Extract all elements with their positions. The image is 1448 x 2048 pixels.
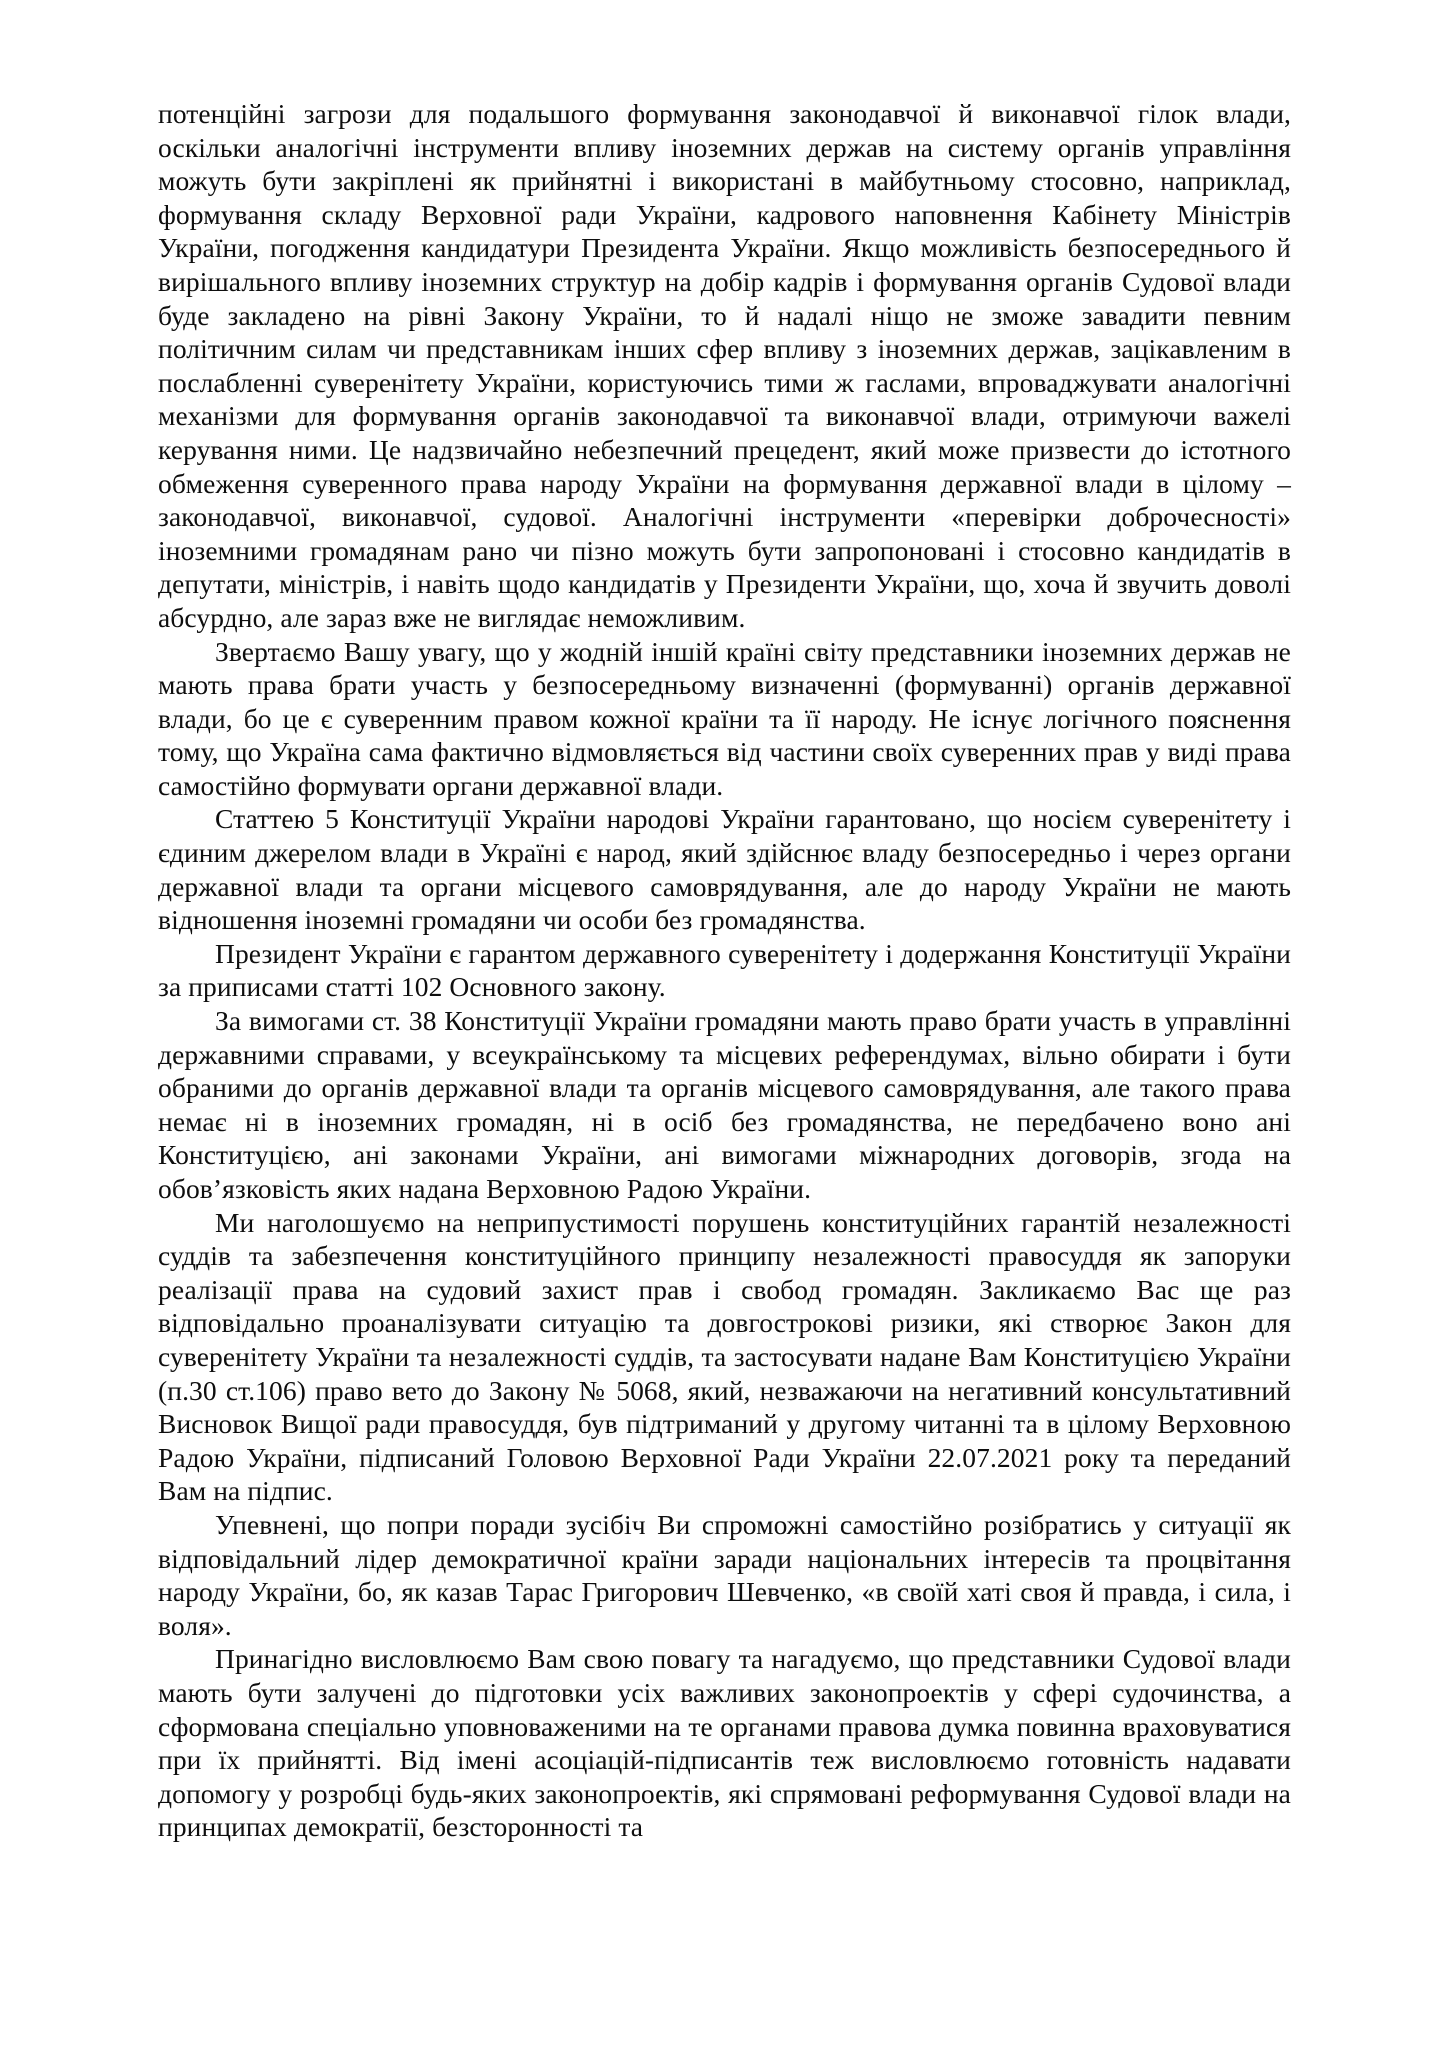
paragraph-6: Ми наголошуємо на неприпустимості порушень конституційних гарантій незалежності суддів та забезпечення конституційного принципу незалежності правосуддя як запоруки реалізації права на судовий захист прав і свобод громадян. Закликаємо Вас ще раз відповідально проаналізувати ситуацію та довгострокові ризики, які створює Закон для суверенітету України та незалежності суддів, та застосувати надане Вам Конституцією України (п.30 ст.106) право вето до Закону № 5068, який, незважаючи на негативний консультативний Висновок Вищої ради правосуддя, був підтриманий у другому читанні та в цілому Верховною Радою України, підписаний Головою Верховної Ради України 22.07.2021 року та переданий Вам на підпис. xyxy=(158,1206,1291,1507)
paragraph-5: За вимогами ст. 38 Конституції України громадяни мають право брати участь в управлінні державними справами, у всеукраїнському та місцевих референдумах, вільно обирати і бути обраними до органів державної влади та органів місцевого самоврядування, але такого права немає ні в іноземних громадян, ні в осіб без громадянства, не передбачено воно ані Конституцією, ані законами України, ані вимогами міжнародних договорів, згода на обов’язковість яких надана Верховною Радою України. xyxy=(158,1005,1291,1204)
paragraph-3: Статтею 5 Конституції України народові України гарантовано, що носієм суверенітету і єдиним джерелом влади в Україні є народ, який здійснює владу безпосередньо і через органи державної влади та органи місцевого самоврядування, але до народу України не мають відношення іноземні громадяни чи особи без громадянства. xyxy=(158,803,1291,936)
document-body xyxy=(158,97,1291,1844)
paragraph-8: Принагідно висловлюємо Вам свою повагу та нагадуємо, що представники Судової влади мають бути залучені до підготовки усіх важливих законопроектів у сфері судочинства, а сформована спеціально уповноваженими на те органами правова думка повинна враховуватися при їх прийнятті. Від імені асоціацій-підписантів теж висловлюємо готовність надавати допомогу у розробці будь-яких законопроектів, які спрямовані реформування Судової влади на принципах демократії, безсторонності та xyxy=(158,1643,1291,1843)
paragraph-7: Упевнені, що попри поради зусібіч Ви спроможні самостійно розібратись у ситуації як відповідальний лідер демократичної країни заради національних інтересів та процвітання народу України, бо, як казав Тарас Григорович Шевченко, «в своїй хаті своя й правда, і сила, і воля». xyxy=(158,1508,1291,1641)
paragraph-1: потенційні загрози для подальшого формування законодавчої й виконавчої гілок влади, оскільки аналогічні інструменти впливу іноземних держав на систему органів управління можуть бути закріплені як прийнятні і використані в майбутньому стосовно, наприклад, формування складу Верховної ради України, кадрового наповнення Кабінету Міністрів України, погодження кандидатури Президента України. Якщо можливість безпосереднього й вирішального впливу іноземних структур на добір кадрів і формування органів Судової влади буде закладено на рівні Закону України, то й надалі ніщо не зможе завадити певним політичним силам чи представникам інших сфер впливу з іноземних держав, зацікавленим в послабленні суверенітету України, користуючись тими ж гаслами, впроваджувати аналогічні механізми для формування органів законодавчої та виконавчої влади, отримуючи важелі керування ними. Це надзвичайно небезпечний прецедент, який може призвести до істотного обмеження суверенного права народу України на формування державної влади в цілому – законодавчої, виконавчої, судової. Аналогічні інструменти «перевірки доброчесності» іноземними громадянам рано чи пізно можуть бути запропоновані і стосовно кандидатів в депутати, міністрів, і навіть щодо кандидатів у Президенти України, що, хоча й звучить доволі абсурдно, але зараз вже не виглядає неможливим. xyxy=(158,98,1291,633)
paragraph-2: Звертаємо Вашу увагу, що у жодній іншій країні світу представники іноземних держав не мають права брати участь у безпосередньому визначенні (формуванні) органів державної влади, бо це є суверенним правом кожної країни та її народу. Не існує логічного пояснення тому, що Україна сама фактично відмовляється від частини своїх суверенних прав у виді права самостійно формувати органи державної влади. xyxy=(158,635,1291,801)
paragraph-4: Президент України є гарантом державного суверенітету і додержання Конституції України за приписами статті 102 Основного закону. xyxy=(158,937,1291,1003)
